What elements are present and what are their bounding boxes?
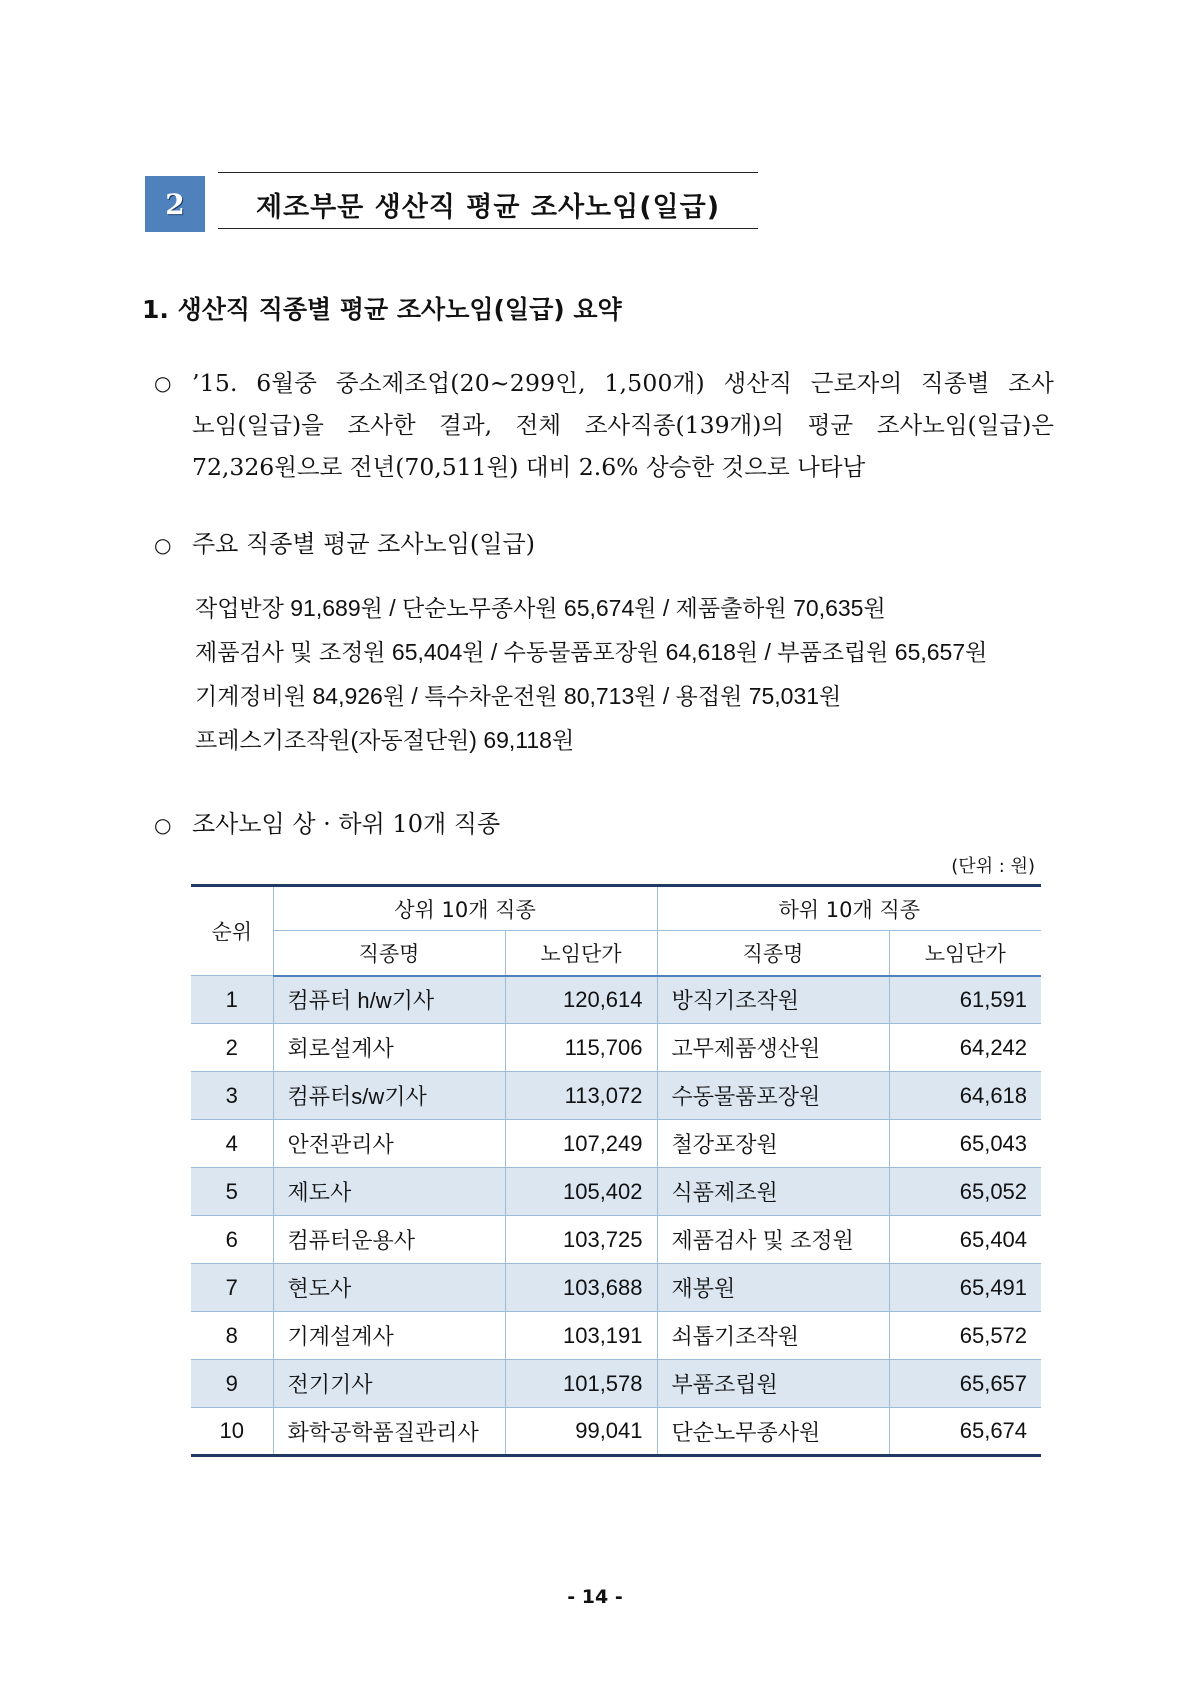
table-section-bullet bbox=[154, 804, 500, 839]
lower-name-cell: 부품조립원 bbox=[657, 1360, 889, 1408]
lower-wage-cell: 65,043 bbox=[889, 1120, 1041, 1168]
table-row bbox=[191, 1168, 1041, 1216]
rank-cell: 9 bbox=[191, 1360, 273, 1408]
rank-cell: 5 bbox=[191, 1168, 273, 1216]
upper-wage-header: 노임단가 bbox=[505, 931, 657, 976]
lower-name-cell: 수동물품포장원 bbox=[657, 1072, 889, 1120]
summary-paragraph bbox=[154, 362, 1054, 488]
section-number-badge: 2 bbox=[145, 176, 205, 232]
table-header-row-1 bbox=[191, 886, 1041, 931]
upper-wage-cell: 103,191 bbox=[505, 1312, 657, 1360]
lower-wage-cell: 64,242 bbox=[889, 1024, 1041, 1072]
upper-wage-cell: 120,614 bbox=[505, 976, 657, 1024]
rank-cell: 4 bbox=[191, 1120, 273, 1168]
lower-name-cell: 단순노무종사원 bbox=[657, 1408, 889, 1456]
lower-group-header: 하위 10개 직종 bbox=[657, 886, 1041, 931]
upper-wage-cell: 115,706 bbox=[505, 1024, 657, 1072]
upper-wage-cell: 99,041 bbox=[505, 1408, 657, 1456]
bullet-circle-icon: ○ bbox=[154, 533, 172, 557]
upper-name-header: 직종명 bbox=[273, 931, 505, 976]
upper-name-cell: 회로설계사 bbox=[273, 1024, 505, 1072]
lower-wage-header: 노임단가 bbox=[889, 931, 1041, 976]
summary-line-text: ’15. 6월중 중소제조업(20~299인, 1,500개) 생산직 근로자의 직종별 조사 bbox=[192, 369, 1054, 397]
rank-cell: 1 bbox=[191, 976, 273, 1024]
lower-name-cell: 방직기조작원 bbox=[657, 976, 889, 1024]
major-occupations-line-1: 작업반장 91,689원 / 단순노무종사원 65,674원 / 제품출하원 70,635원 bbox=[195, 595, 886, 621]
bullet-circle-icon: ○ bbox=[154, 371, 172, 395]
rank-cell: 7 bbox=[191, 1264, 273, 1312]
lower-wage-cell: 65,491 bbox=[889, 1264, 1041, 1312]
rank-cell: 2 bbox=[191, 1024, 273, 1072]
upper-name-cell: 기계설계사 bbox=[273, 1312, 505, 1360]
upper-wage-cell: 113,072 bbox=[505, 1072, 657, 1120]
major-occupations-bullet bbox=[154, 524, 535, 559]
lower-name-cell: 쇠톱기조작원 bbox=[657, 1312, 889, 1360]
upper-name-cell: 화학공학품질관리사 bbox=[273, 1408, 505, 1456]
rank-cell: 6 bbox=[191, 1216, 273, 1264]
table-row bbox=[191, 1024, 1041, 1072]
page-number: - 14 - bbox=[567, 1586, 623, 1608]
upper-wage-cell: 105,402 bbox=[505, 1168, 657, 1216]
upper-name-cell: 컴퓨터운용사 bbox=[273, 1216, 505, 1264]
lower-wage-cell: 65,052 bbox=[889, 1168, 1041, 1216]
upper-wage-cell: 103,725 bbox=[505, 1216, 657, 1264]
lower-wage-cell: 65,674 bbox=[889, 1408, 1041, 1456]
lower-wage-cell: 65,572 bbox=[889, 1312, 1041, 1360]
upper-name-cell: 현도사 bbox=[273, 1264, 505, 1312]
table-section-title: 조사노임 상 · 하위 10개 직종 bbox=[192, 810, 501, 838]
upper-name-cell: 제도사 bbox=[273, 1168, 505, 1216]
lower-wage-cell: 65,657 bbox=[889, 1360, 1041, 1408]
upper-name-cell: 컴퓨터s/w기사 bbox=[273, 1072, 505, 1120]
upper-wage-cell: 101,578 bbox=[505, 1360, 657, 1408]
table-row bbox=[191, 1360, 1041, 1408]
rank-cell: 3 bbox=[191, 1072, 273, 1120]
rank-cell: 8 bbox=[191, 1312, 273, 1360]
table-row bbox=[191, 1312, 1041, 1360]
table-row bbox=[191, 1120, 1041, 1168]
upper-name-cell: 컴퓨터 h/w기사 bbox=[273, 976, 505, 1024]
major-occupations-title: 주요 직종별 평균 조사노임(일급) bbox=[192, 530, 536, 558]
upper-wage-cell: 103,688 bbox=[505, 1264, 657, 1312]
wage-table bbox=[191, 884, 1041, 1457]
summary-line-1 bbox=[154, 362, 1054, 404]
lower-wage-cell: 61,591 bbox=[889, 976, 1041, 1024]
major-occupations-line-3: 기계정비원 84,926원 / 특수차운전원 80,713원 / 용접원 75,031원 bbox=[195, 683, 842, 709]
table-row bbox=[191, 1216, 1041, 1264]
table-row bbox=[191, 1264, 1041, 1312]
lower-wage-cell: 65,404 bbox=[889, 1216, 1041, 1264]
major-occupations-line-4: 프레스기조작원(자동절단원) 69,118원 bbox=[195, 727, 575, 753]
summary-line-2: 노임(일급)을 조사한 결과, 전체 조사직종(139개)의 평균 조사노임(일급)은 bbox=[192, 411, 1054, 439]
table-row bbox=[191, 976, 1041, 1024]
rank-column-header: 순위 bbox=[191, 886, 273, 976]
upper-name-cell: 전기기사 bbox=[273, 1360, 505, 1408]
lower-name-cell: 식품제조원 bbox=[657, 1168, 889, 1216]
upper-wage-cell: 107,249 bbox=[505, 1120, 657, 1168]
lower-name-cell: 재봉원 bbox=[657, 1264, 889, 1312]
rank-cell: 10 bbox=[191, 1408, 273, 1456]
bullet-circle-icon: ○ bbox=[154, 813, 172, 837]
table-header-row-2 bbox=[191, 931, 1041, 976]
lower-wage-cell: 64,618 bbox=[889, 1072, 1041, 1120]
lower-name-cell: 철강포장원 bbox=[657, 1120, 889, 1168]
lower-name-header: 직종명 bbox=[657, 931, 889, 976]
section-title: 제조부문 생산직 평균 조사노임(일급) bbox=[255, 191, 721, 223]
unit-label: (단위 : 원) bbox=[951, 856, 1035, 877]
table-row bbox=[191, 1072, 1041, 1120]
section-title-bottom-rule bbox=[218, 228, 758, 229]
subsection-heading: 1. 생산직 직종별 평균 조사노임(일급) 요약 bbox=[142, 295, 622, 324]
summary-line-3: 72,326원으로 전년(70,511원) 대비 2.6% 상승한 것으로 나타남 bbox=[192, 453, 866, 481]
major-occupations-line-2: 제품검사 및 조정원 65,404원 / 수동물품포장원 64,618원 / 부품조립원 65,657원 bbox=[195, 639, 988, 665]
section-title-top-rule bbox=[218, 172, 758, 173]
upper-group-header: 상위 10개 직종 bbox=[273, 886, 657, 931]
table-row bbox=[191, 1408, 1041, 1456]
lower-name-cell: 제품검사 및 조정원 bbox=[657, 1216, 889, 1264]
lower-name-cell: 고무제품생산원 bbox=[657, 1024, 889, 1072]
upper-name-cell: 안전관리사 bbox=[273, 1120, 505, 1168]
